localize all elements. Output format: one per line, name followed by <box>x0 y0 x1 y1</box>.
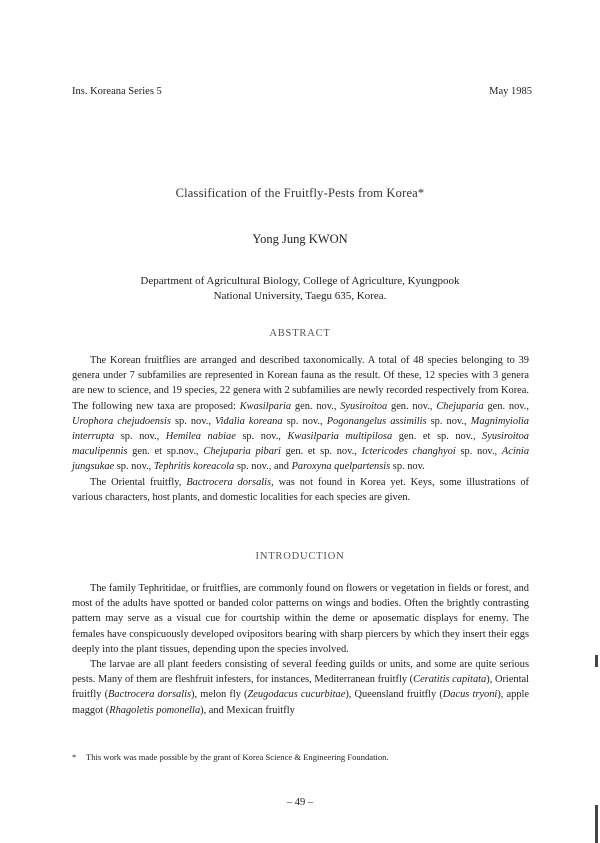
taxon-name: Syusiroitoa <box>340 400 388 412</box>
scan-edge-mark <box>595 655 598 667</box>
page-number: – 49 – <box>286 797 314 808</box>
footnote <box>72 752 532 762</box>
taxon-name: Ictericodes changhyoi <box>361 446 456 458</box>
abstract-body <box>72 353 529 505</box>
abstract-paragraph-2: The Oriental fruitfly, Bactrocera dorsalis, was not found in Korea yet. Keys, some illustrations of various characters, host plants, and domestic localities for each species are given. <box>72 476 529 503</box>
introduction-body <box>72 581 529 718</box>
taxon-name: Zeugodacus cucurbitae <box>247 689 346 701</box>
abstract-paragraph-1: The Korean fruitflies are arranged and described taxonomically. A total of 48 species belonging to 39 genera under 7 subfamilies are represented in Korean fauna as the result. Of these, 12 species with 3 genera are new to science, and 19 species, 22 genera with 2 subfamilies are newly recorded respectively from Korea. The following new taxa are proposed: Kwasilparia gen. nov., Syusiroitoa gen. nov., Chejuparia gen. nov., Urophora chejudoensis sp. nov., Vidalia koreana sp. nov., Pogonangelus assimilis sp. nov., Magnimyiolia interrupta sp. nov., Hemilea nabiae sp. nov., Kwasilparia multipilosa gen. et sp. nov., Syusiroitoa maculipennis gen. et sp.nov., Chejuparia pibari gen. et sp. nov., Ictericodes changhyoi sp. nov., Acinia jungsukae sp. nov., Tephritis koreacola sp. nov., and Paroxyna quelpartensis sp. nov. <box>72 355 530 473</box>
taxon-name: Dacus tryoni <box>442 689 498 701</box>
author-name: Yong Jung KWON <box>252 232 348 246</box>
abstract-heading: ABSTRACT <box>269 328 331 339</box>
taxon-name: Rhagoletis pomonella <box>109 704 201 716</box>
paper-title: Classification of the Fruitfly-Pests from Korea* <box>175 186 425 200</box>
introduction-paragraph-1: The family Tephritidae, or fruitflies, are commonly found on flowers or vegetation in fields or forest, and most of the adults have spotted or banded color patterns on wings and bodies. Often the brightly contrasting pattern may serve as a visual cue for courtship within the deme or aposematic displays for enemy. The females have conspicuously developed ovipositors bearing with sharp piercers by which they insert their eggs deeply into the plant tissues, depending upon the species involved. <box>72 583 529 655</box>
scan-edge-mark <box>595 805 598 843</box>
taxon-name: Ceratitis capitata <box>413 674 487 686</box>
footnote-text: This work was made possible by the grant of Korea Science & Engineering Foundation. <box>86 752 389 762</box>
taxon-name: Chejuparia pibari <box>203 446 281 458</box>
taxon-name: Vidalia koreana <box>215 415 283 427</box>
publication-date: May 1985 <box>489 86 532 97</box>
taxon-name: Tephritis koreacola <box>153 461 235 473</box>
taxon-name: Chejuparia <box>436 400 484 412</box>
taxon-name: Magnimyiolia interrupta <box>72 415 529 443</box>
introduction-paragraph-2: The larvae are all plant feeders consisting of several feeding guilds or units, and some are quite serious pests. Many of them are fleshfruit infesters, for instances, Mediterranean fruitfly (Ceratitis capitata), Oriental fruitfly (Bactrocera dorsalis), melon fly (Zeugodacus cucurbitae), Queensland fruitfly (Dacus tryoni), apple maggot (Rhagoletis pomonella), and Mexican fruitfly <box>72 659 530 716</box>
affiliation <box>0 274 600 304</box>
taxon-name: Syusiroitoa maculipennis <box>72 431 529 458</box>
taxon-name: Hemilea nabiae <box>165 431 236 443</box>
taxon-name: Bactrocera dorsalis, <box>186 476 274 488</box>
introduction-heading: INTRODUCTION <box>255 551 345 562</box>
footnote-mark: * <box>72 752 77 762</box>
taxon-name: Pogonangelus assimilis <box>326 415 427 427</box>
taxon-name: Kwasilparia multipilosa <box>287 431 393 443</box>
journal-series: Ins. Koreana Series 5 <box>72 86 162 97</box>
taxon-name: Paroxyna quelpartensis <box>291 461 391 473</box>
taxon-name: Acinia jungsukae <box>72 446 530 473</box>
taxon-name: Kwasilparia <box>239 400 292 412</box>
taxon-name: Urophora chejudoensis <box>72 415 171 427</box>
affiliation-line-1: Department of Agricultural Biology, College of Agriculture, Kyungpook <box>140 275 460 287</box>
taxon-name: Bactrocera dorsalis <box>108 689 192 701</box>
affiliation-line-2: National University, Taegu 635, Korea. <box>213 290 387 302</box>
